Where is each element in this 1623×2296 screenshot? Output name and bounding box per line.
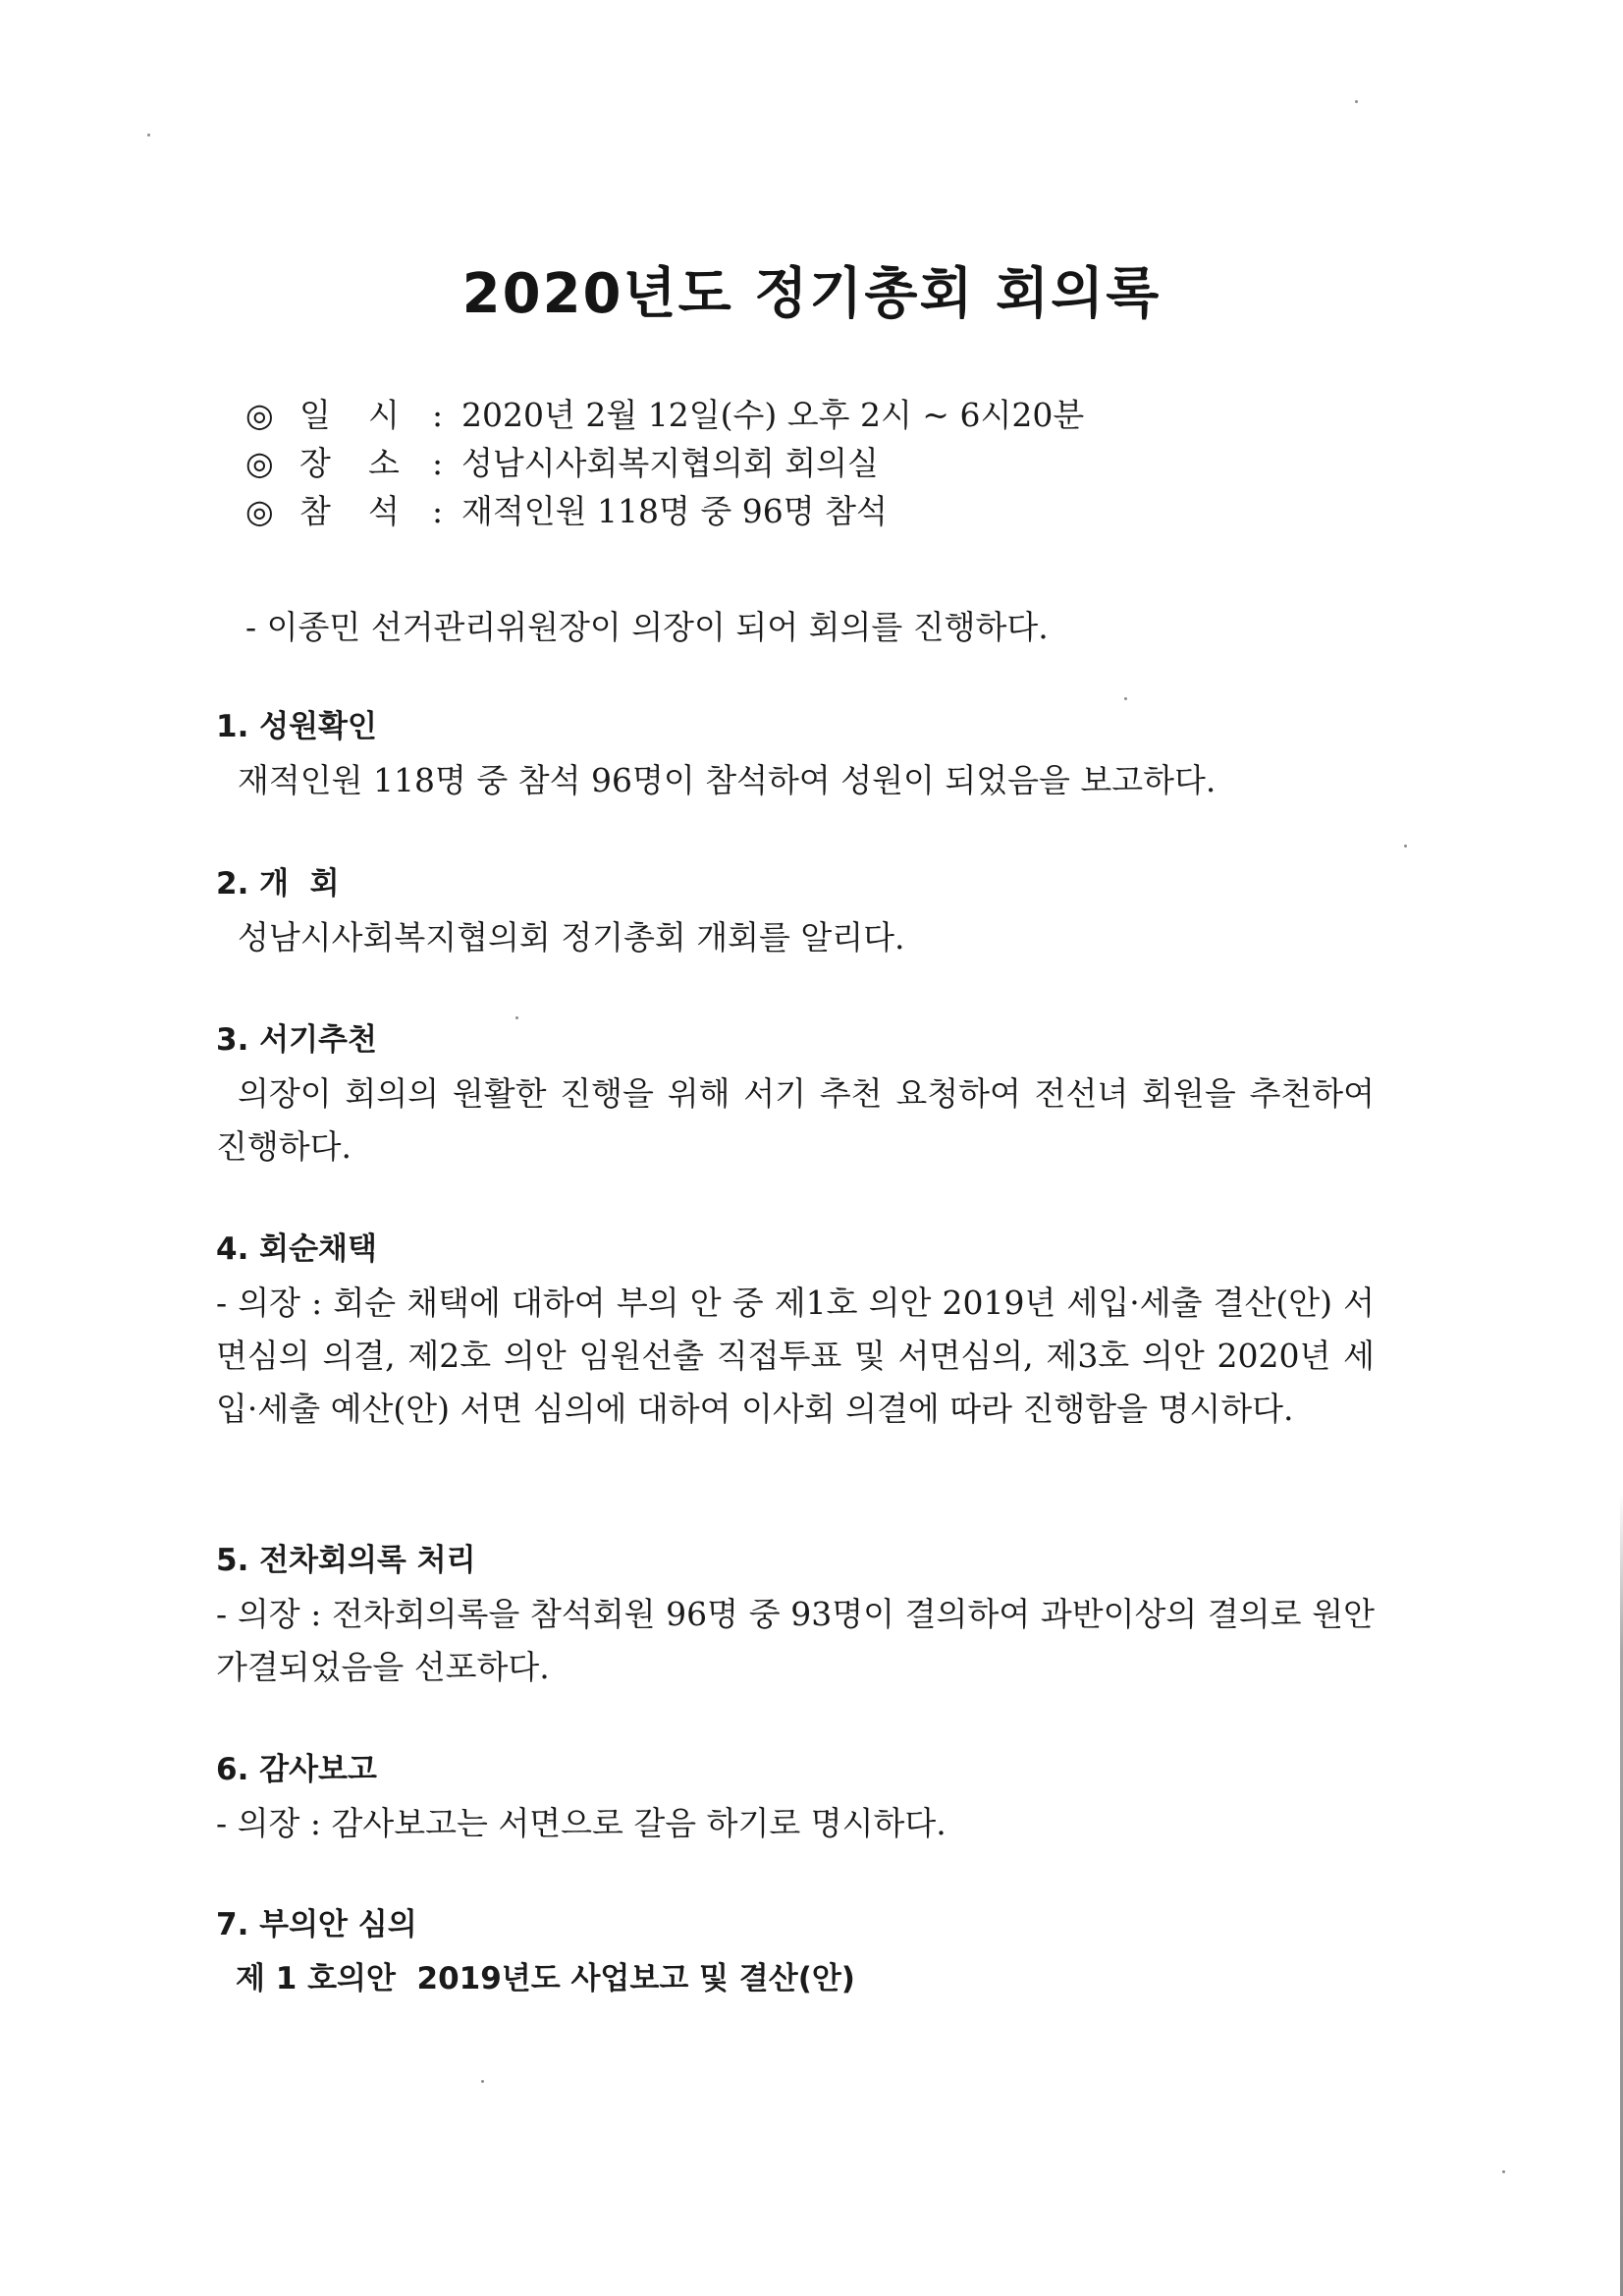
section-heading: 1. 성원확인 (216, 709, 377, 744)
section-secretary (216, 1018, 1375, 1174)
bullet-mark: ◎ (245, 492, 274, 530)
section-heading: 3. 서기추천 (216, 1022, 377, 1058)
section-deliberation (216, 1903, 1375, 1952)
info-value: 재적인원 118명 중 96명 참석 (461, 492, 888, 530)
section-body: - 의장 : 전차회의록을 참석회원 96명 중 93명이 결의하여 과반이상의 결의로 원안 가결되었음을 선포하다. (216, 1595, 1375, 1686)
section-heading: 2. 개 회 (216, 866, 340, 902)
section-body: 성남시사회복지협의회 정기총회 개회를 알리다. (238, 918, 905, 957)
scan-speck (515, 1016, 518, 1019)
bullet-mark: ◎ (245, 444, 274, 482)
scan-speck (1502, 2170, 1505, 2173)
info-value: 2020년 2월 12일(수) 오후 2시 ~ 6시20분 (461, 396, 1085, 434)
section-quorum (216, 705, 1375, 807)
section-opening (216, 862, 1375, 964)
info-key: 참 석 (299, 492, 400, 530)
section-agenda-adoption (216, 1228, 1375, 1436)
motion-title: 제 1 호의안 2019년도 사업보고 및 결산(안) (236, 1961, 855, 1996)
info-row-attendance: ◎ 참 석 : 재적인원 118명 중 96명 참석 (245, 487, 1084, 535)
section-body: 의장이 회의의 원활한 진행을 위해 서기 추천 요청하여 전선녀 회원을 추천하여 진행하다. (216, 1074, 1375, 1166)
section-heading: 4. 회순채택 (216, 1231, 377, 1267)
info-row-place: ◎ 장 소 : 성남시사회복지협의회 회의실 (245, 439, 1084, 487)
section-heading: 5. 전차회의록 처리 (216, 1543, 476, 1578)
info-key: 장 소 (299, 444, 400, 482)
section-heading: 6. 감사보고 (216, 1752, 377, 1787)
section-body: - 의장 : 회순 채택에 대하여 부의 안 중 제1호 의안 2019년 세입·세출 결산(안) 서면심의 의결, 제2호 의안 임원선출 직접투표 및 서면심의, 제3호 의안 2020년 세입·세출 예산(안) 서면 심의에 대하여 이사회 의결에 따라 진행함을 명시하다. (216, 1284, 1375, 1428)
section-previous-minutes (216, 1539, 1375, 1694)
info-value: 성남시사회복지협의회 회의실 (461, 444, 879, 482)
section-body: 재적인원 118명 중 참석 96명이 참석하여 성원이 되었음을 보고하다. (238, 761, 1217, 799)
section-audit-report (216, 1748, 1375, 1850)
scan-speck (147, 134, 150, 137)
scan-speck (1124, 697, 1127, 700)
section-body: - 의장 : 감사보고는 서면으로 갈음 하기로 명시하다. (216, 1804, 947, 1842)
info-key: 일 시 (299, 396, 400, 434)
bullet-mark: ◎ (245, 396, 274, 434)
document-title: 2020년도 정기총회 회의록 (461, 262, 1162, 326)
section-heading: 7. 부의안 심의 (216, 1907, 417, 1942)
scan-speck (1404, 845, 1407, 847)
intro-statement: - 이종민 선거관리위원장이 의장이 되어 회의를 진행하다. (245, 608, 1049, 646)
info-row-time: ◎ 일 시 : 2020년 2월 12일(수) 오후 2시 ~ 6시20분 (245, 391, 1084, 439)
scan-speck (481, 2080, 484, 2083)
meeting-info (245, 391, 1084, 535)
scan-speck (1355, 100, 1358, 103)
